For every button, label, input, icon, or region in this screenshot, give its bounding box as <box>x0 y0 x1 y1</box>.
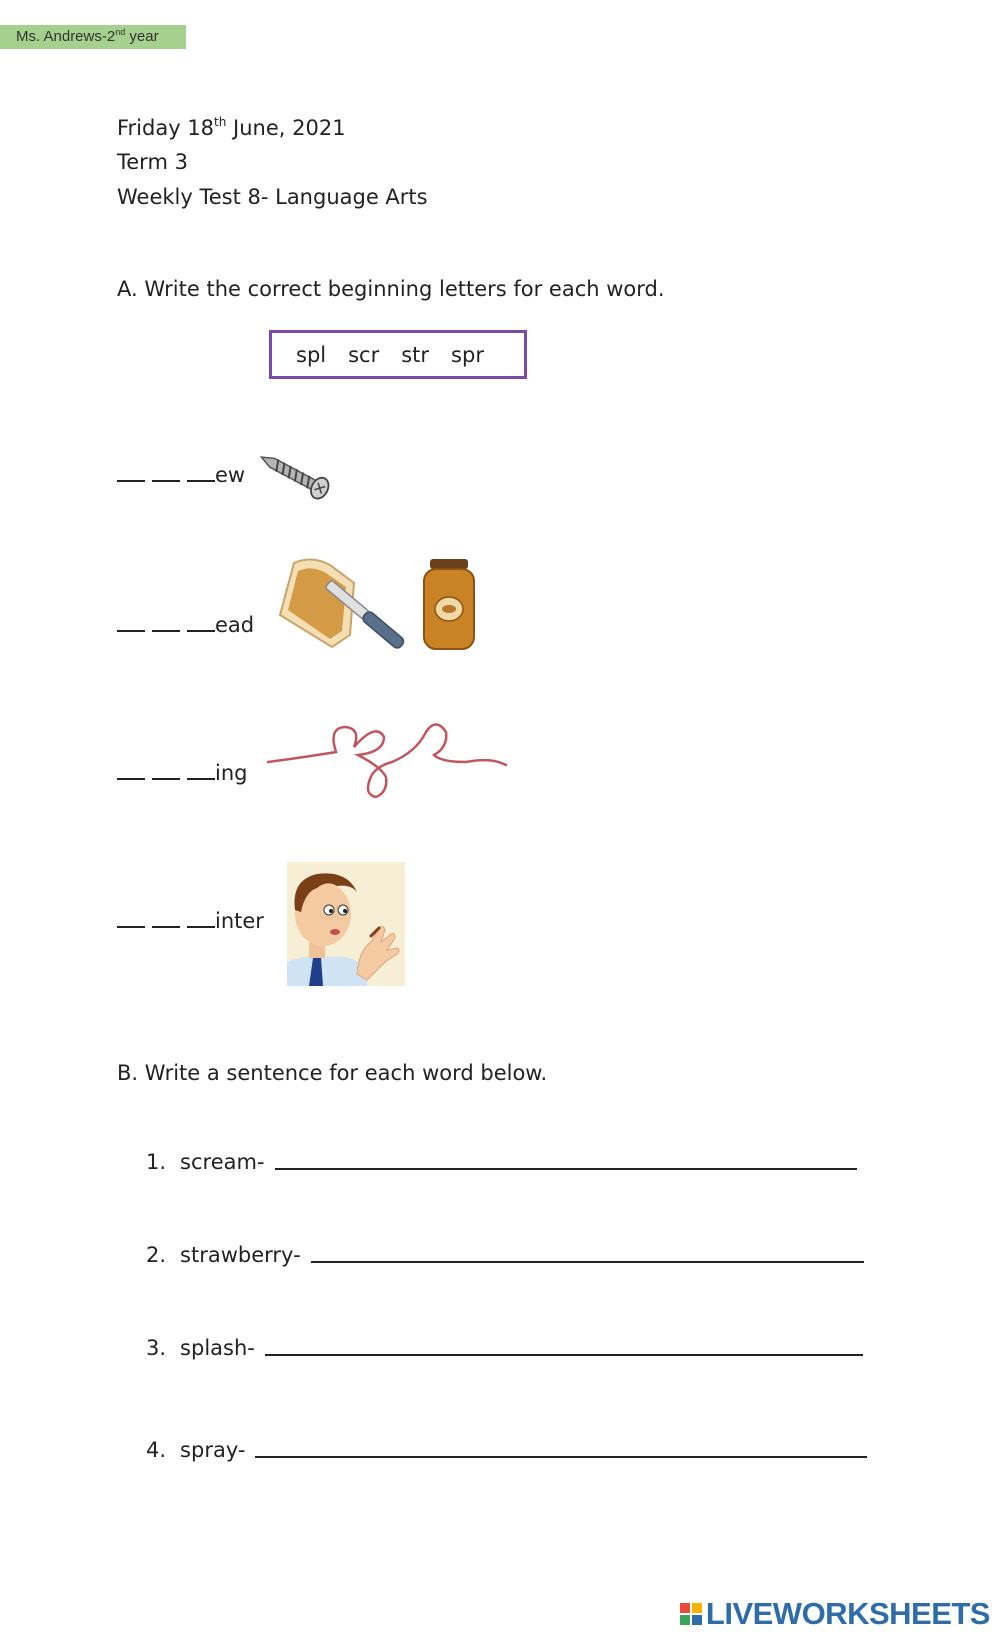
splinter-icon <box>287 862 405 986</box>
fill-blank-row-4 <box>117 908 264 933</box>
logo-square-green <box>680 1615 690 1625</box>
item-number: 1. <box>146 1150 167 1174</box>
section-b-instruction: B. Write a sentence for each word below. <box>117 1061 548 1085</box>
logo-text: LIVEWORKSHEETS <box>705 1596 990 1631</box>
logo-square-red <box>680 1603 690 1613</box>
sentence-input-4[interactable] <box>255 1456 867 1458</box>
logo-square-yellow <box>692 1603 702 1613</box>
item-number: 2. <box>146 1243 167 1267</box>
tag-prefix: Ms. Andrews-2 <box>16 28 116 45</box>
date-suffix: June, 2021 <box>226 116 346 140</box>
word-bank-item: scr <box>348 342 380 367</box>
logo-square-blue <box>692 1615 702 1625</box>
teacher-tag <box>0 25 186 49</box>
sentence-line-4 <box>146 1438 867 1462</box>
word-bank-item: spr <box>451 342 484 367</box>
item-number: 3. <box>146 1336 167 1360</box>
letter-blank[interactable] <box>152 760 180 780</box>
letter-blank[interactable] <box>152 462 180 482</box>
letter-blank[interactable] <box>117 908 145 928</box>
item-word: splash- <box>180 1336 255 1360</box>
word-bank-item: str <box>401 342 430 367</box>
item-word: spray- <box>180 1438 246 1462</box>
word-ending: inter <box>215 909 264 933</box>
tag-sup: nd <box>115 27 126 37</box>
fill-blank-row-1 <box>117 462 245 487</box>
date-prefix: Friday 18 <box>117 116 215 140</box>
logo-mark-icon <box>680 1603 702 1625</box>
word-ending: ew <box>215 463 246 487</box>
item-word: scream- <box>180 1150 265 1174</box>
liveworksheets-logo[interactable] <box>680 1596 990 1632</box>
item-word: strawberry- <box>180 1243 301 1267</box>
item-number: 4. <box>146 1438 167 1462</box>
letter-blank[interactable] <box>187 462 215 482</box>
letter-blank[interactable] <box>187 612 215 632</box>
fill-blank-row-3 <box>117 760 247 785</box>
letter-blank[interactable] <box>187 760 215 780</box>
sentence-line-3 <box>146 1336 863 1360</box>
spread-icon <box>272 555 492 660</box>
letter-blank[interactable] <box>117 760 145 780</box>
letter-blank[interactable] <box>187 908 215 928</box>
word-ending: ead <box>215 613 255 637</box>
screw-icon <box>255 445 340 505</box>
word-bank <box>269 330 527 379</box>
date-sup: th <box>214 115 227 129</box>
section-a-instruction: A. Write the correct beginning letters for each word. <box>117 277 665 301</box>
term-line: Term 3 <box>117 150 188 174</box>
letter-blank[interactable] <box>152 612 180 632</box>
letter-blank[interactable] <box>117 612 145 632</box>
sentence-input-3[interactable] <box>265 1354 863 1356</box>
tag-suffix: year <box>125 28 159 45</box>
fill-blank-row-2 <box>117 612 254 637</box>
word-bank-item: spl <box>296 342 327 367</box>
test-title: Weekly Test 8- Language Arts <box>117 185 428 209</box>
sentence-input-1[interactable] <box>275 1168 857 1170</box>
sentence-input-2[interactable] <box>311 1261 864 1263</box>
string-icon <box>266 717 516 817</box>
sentence-line-1 <box>146 1150 857 1174</box>
sentence-line-2 <box>146 1243 864 1267</box>
date-line <box>117 116 346 140</box>
letter-blank[interactable] <box>152 908 180 928</box>
letter-blank[interactable] <box>117 462 145 482</box>
word-ending: ing <box>215 761 248 785</box>
